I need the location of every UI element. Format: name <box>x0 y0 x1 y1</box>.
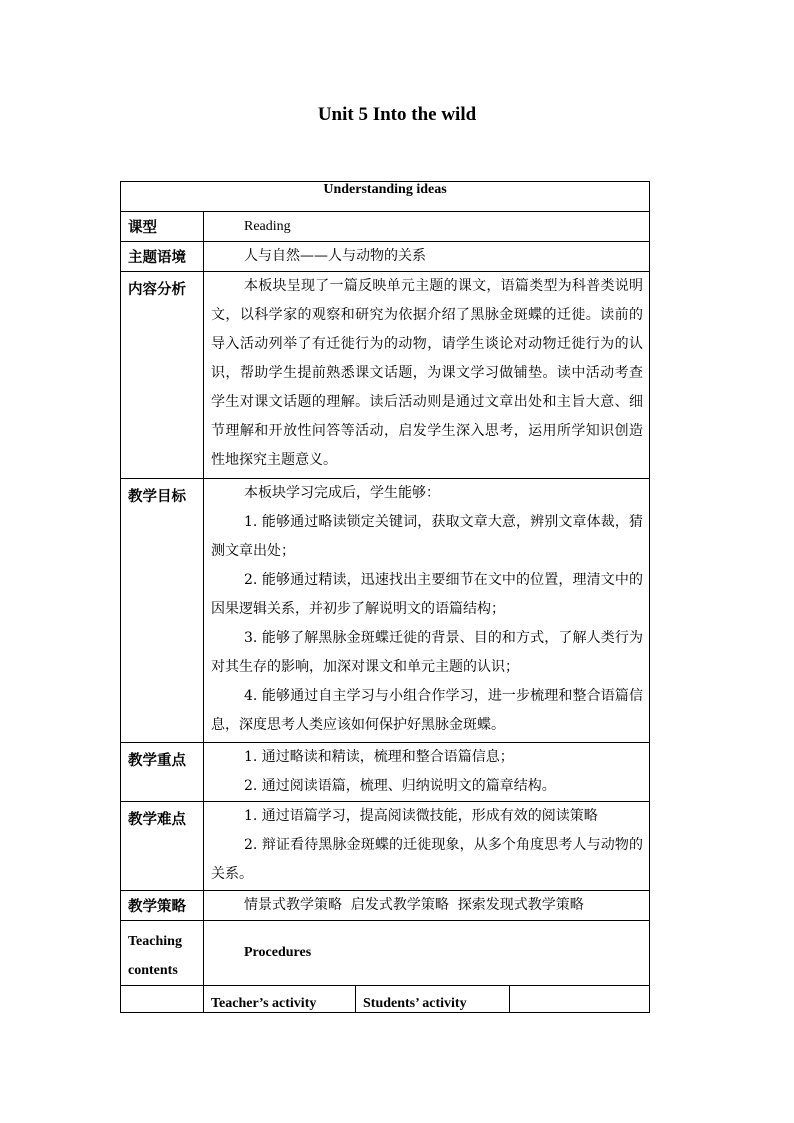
row-teaching <box>121 921 650 986</box>
key-item: 1. 通过略读和精读，梳理和整合语篇信息； <box>244 749 514 765</box>
value-type: Reading <box>204 212 650 242</box>
teacher-activity-header: Teacher’s activity <box>204 986 356 1013</box>
empty-cell <box>510 986 650 1013</box>
label-teaching-contents: Teaching contents <box>121 921 204 986</box>
label-key: 教学重点 <box>121 743 204 802</box>
row-difficult <box>121 802 650 891</box>
value-procedures: Procedures <box>204 921 650 986</box>
page-title: Unit 5 Into the wild <box>317 104 477 125</box>
table-header: Understanding ideas <box>121 182 650 212</box>
goal-item: 1. 能够通过略读锁定关键词，获取文章大意，辨别文章体裁，猜测文章出处； <box>211 514 643 559</box>
row-type <box>121 212 650 242</box>
content-analysis-text: 本板块呈现了一篇反映单元主题的课文，语篇类型为科普类说明文，以科学家的观察和研究为依据介绍了黑脉金斑蝶的迁徙。读前的导入活动列举了有迁徙行为的动物，请学生谈论对动物迁徙行为的认识，帮助学生提前熟悉课文话题，为课文学习做铺垫。读中活动考查学生对课文话题的理解。读后活动则是通过文章出处和主旨大意、细节理解和开放性问答等活动，启发学生深入思考，运用所学知识创造性地探究主题意义。 <box>211 278 643 468</box>
label-goals: 教学目标 <box>121 479 204 743</box>
value-theme: 人与自然——人与动物的关系 <box>204 242 650 272</box>
goal-item: 3. 能够了解黑脉金斑蝶迁徙的背景、目的和方式，了解人类行为对其生存的影响，加深对课文和单元主题的认识； <box>211 630 643 675</box>
difficult-item: 1. 通过语篇学习，提高阅读微技能，形成有效的阅读策略 <box>244 808 598 824</box>
row-goals <box>121 479 650 743</box>
key-item: 2. 通过阅读语篇，梳理、归纳说明文的篇章结构。 <box>244 778 556 794</box>
label-strategy: 教学策略 <box>121 891 204 921</box>
value-strategy: 情景式教学策略 启发式教学策略 探索发现式教学策略 <box>204 891 650 921</box>
row-content <box>121 272 650 479</box>
header-row <box>121 182 650 212</box>
goal-item: 2. 能够通过精读，迅速找出主要细节在文中的位置，理清文中的因果逻辑关系，并初步了解说明文的语篇结构； <box>211 572 643 617</box>
difficult-item: 2. 辩证看待黑脉金斑蝶的迁徙现象，从多个角度思考人与动物的关系。 <box>211 837 643 882</box>
lesson-plan-table <box>120 181 650 1013</box>
label-difficult: 教学难点 <box>121 802 204 891</box>
row-key <box>121 743 650 802</box>
label-theme: 主题语境 <box>121 242 204 272</box>
goal-item: 4. 能够通过自主学习与小组合作学习，进一步梳理和整合语篇信息，深度思考人类应该如何保护好黑脉金斑蝶。 <box>211 688 643 733</box>
row-theme <box>121 242 650 272</box>
empty-cell <box>121 986 204 1013</box>
students-activity-header: Students’ activity <box>356 986 510 1013</box>
row-activities <box>121 986 650 1013</box>
row-strategy <box>121 891 650 921</box>
goals-intro: 本板块学习完成后，学生能够： <box>244 485 440 501</box>
label-content: 内容分析 <box>121 272 204 479</box>
label-type: 课型 <box>121 212 204 242</box>
